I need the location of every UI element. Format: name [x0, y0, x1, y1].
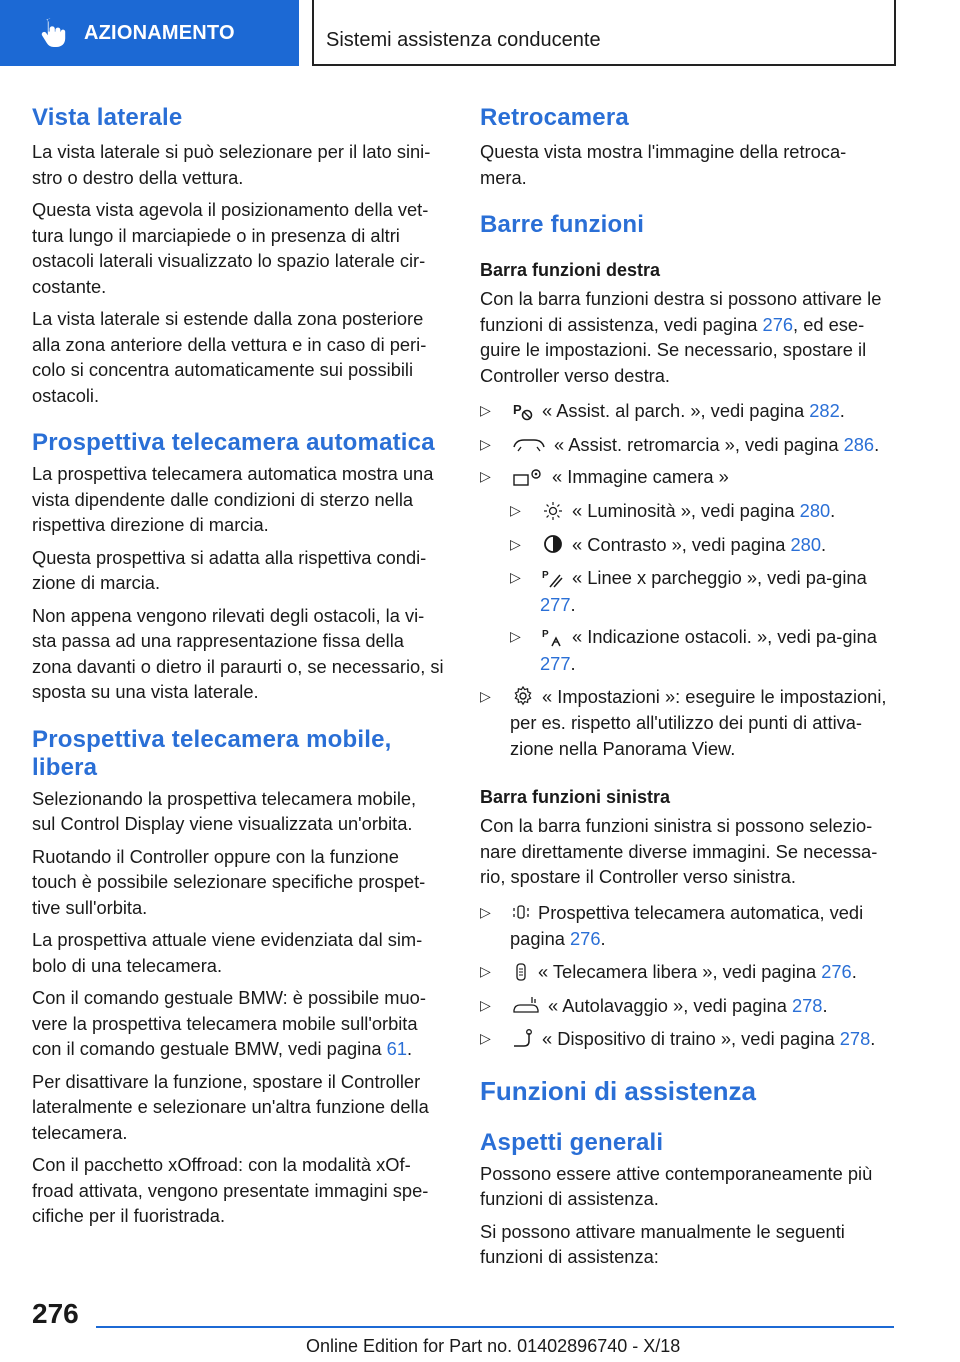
page-link[interactable]: 278	[839, 1028, 871, 1050]
page-link[interactable]: 61	[386, 1038, 407, 1059]
paragraph	[480, 286, 892, 388]
heading-barra-destra: Barra funzioni destra	[480, 260, 661, 280]
page-link[interactable]: 276	[569, 928, 601, 950]
item-text: « Indicazione ostacoli. », vedi pa-gina	[572, 626, 877, 648]
heading-aspetti-generali: Aspetti generali	[480, 1128, 664, 1156]
item-text: « Contrasto », vedi pagina	[572, 533, 791, 555]
left-column	[32, 100, 444, 1229]
item-text: « Linee x parcheggio », vedi pa-gina	[572, 567, 867, 589]
list-item	[480, 398, 892, 425]
list-item	[480, 993, 892, 1020]
chapter-tab[interactable]	[0, 0, 299, 66]
paragraph: La prospettiva telecamera automatica mostra una vista dipendente dalle condizioni di sterzo nella rispettiva direzione di marcia.	[32, 463, 434, 535]
contrast-icon	[542, 533, 564, 555]
list-item	[480, 684, 892, 762]
item-text: « Impostazioni »: eseguire le impostazioni, per es. rispetto all'utilizzo dei punti di attiva-zione nella Panorama View.	[510, 685, 887, 759]
tow-hitch-icon	[512, 1028, 534, 1050]
edition-text: Online Edition for Part no. 01402896740 - X/18	[306, 1336, 681, 1356]
item-end: .	[839, 400, 845, 421]
list-item	[480, 1026, 892, 1053]
bullet-arrow-icon: ▷	[480, 435, 491, 452]
svg-text:P: P	[542, 569, 549, 581]
page-link[interactable]: 280	[790, 533, 822, 555]
heading-barra-sinistra: Barra funzioni sinistra	[480, 787, 671, 808]
bullet-arrow-icon: ▷	[510, 569, 521, 586]
parking-lines-icon	[542, 567, 564, 589]
paragraph-text: .	[407, 1038, 413, 1059]
hand-pointer-icon	[36, 16, 70, 50]
item-end: .	[570, 593, 576, 615]
item-end: .	[822, 994, 828, 1016]
bullet-arrow-icon: ▷	[510, 535, 521, 552]
item-text: « Dispositivo di traino », vedi pagina	[542, 1028, 840, 1050]
bullet-arrow-icon: ▷	[480, 687, 491, 704]
paragraph: Per disattivare la funzione, spostare il Controller lateralmente e selezionare un'altra funzione della telecamera.	[32, 1070, 429, 1143]
bullet-arrow-icon: ▷	[510, 628, 521, 645]
svg-text:P: P	[513, 401, 522, 417]
paragraph: Questa prospettiva si adatta alla rispettiva condi-zione di marcia.	[32, 546, 427, 593]
item-end: .	[874, 433, 880, 455]
item-text: « Assist. retromarcia », vedi pagina	[554, 433, 844, 455]
list-item	[480, 532, 892, 559]
page-link[interactable]: 278	[791, 994, 823, 1016]
bullet-arrow-icon: ▷	[510, 501, 521, 518]
bullet-arrow-icon: ▷	[480, 903, 491, 920]
paragraph: Si possono attivare manualmente le seguenti funzioni di assistenza:	[480, 1220, 845, 1268]
list-item	[480, 959, 892, 986]
page-link[interactable]: 277	[540, 653, 571, 675]
item-text: « Luminosità », vedi pagina	[572, 499, 800, 521]
page-link[interactable]: 280	[799, 499, 831, 521]
paragraph: Selezionando la prospettiva telecamera mobile, sul Control Display viene visualizzata un'orbita.	[32, 787, 417, 834]
automatic-camera-icon	[512, 901, 530, 923]
paragraph: Questa vista mostra l'immagine della retroca-mera.	[480, 141, 847, 188]
list-item	[480, 565, 892, 617]
paragraph-text: Con il comando gestuale BMW: è possibile muo-vere la prospettiva telecamera mobile sull'orbita con il comando gestuale BMW, vedi pagina	[32, 987, 426, 1059]
heading-vista-laterale: Vista laterale	[32, 104, 183, 131]
car-wash-icon	[512, 994, 540, 1016]
gear-icon	[512, 685, 534, 707]
parking-assist-icon	[512, 400, 534, 422]
page-number: 276	[32, 1298, 79, 1329]
brightness-icon	[542, 500, 564, 522]
section-title: Sistemi assistenza conducente	[326, 29, 601, 51]
paragraph: Questa vista agevola il posizionamento della vet-tura lungo il marciapiede o in presenza di altri ostacoli laterali visualizzato lo spazio laterale cir-costante.	[32, 199, 429, 297]
list-item	[480, 624, 892, 676]
item-end: .	[570, 653, 576, 675]
page-header	[0, 0, 960, 66]
item-text: « Immagine camera »	[552, 466, 729, 488]
page-link[interactable]: 277	[540, 593, 571, 615]
chapter-label: AZIONAMENTO	[84, 21, 235, 44]
bullet-arrow-icon: ▷	[480, 468, 491, 485]
svg-text:P: P	[542, 629, 549, 641]
item-end: .	[821, 533, 827, 555]
bullet-arrow-icon: ▷	[480, 996, 491, 1013]
paragraph: La prospettiva attuale viene evidenziata dal sim-bolo di una telecamera.	[32, 929, 423, 976]
page-link[interactable]: 276	[762, 313, 794, 335]
bullet-arrow-icon: ▷	[480, 1030, 491, 1047]
item-end: .	[851, 960, 857, 982]
paragraph-text: , ed ese-guire le impostazioni. Se necessario, spostare il Controller verso destra.	[480, 313, 867, 386]
bullet-arrow-icon: ▷	[480, 962, 491, 979]
heading-funzioni-assistenza: Funzioni di assistenza	[480, 1075, 756, 1106]
item-text: « Assist. al parch. », vedi pagina	[542, 400, 810, 421]
item-text: « Telecamera libera », vedi pagina	[538, 960, 822, 982]
heading-barre-funzioni: Barre funzioni	[480, 211, 645, 238]
list-item	[480, 464, 892, 491]
paragraph: Non appena vengono rilevati degli ostacoli, la vi-sta passa ad una rappresentazione fissa della zona davanti o dietro il paraurti o, se necessario, si sposta su una vista laterale.	[32, 604, 444, 702]
item-text: Prospettiva telecamera automatica, vedi pagina	[510, 901, 864, 950]
paragraph: Con il pacchetto xOffroad: con la modalità xOf-froad attivata, vengono presentate immagini spe-cifiche per il fuoristrada.	[32, 1154, 429, 1226]
heading-prospettiva-automatica: Prospettiva telecamera automatica	[32, 429, 435, 456]
item-end: .	[870, 1028, 876, 1050]
free-camera-icon	[512, 961, 530, 983]
list-item	[480, 498, 892, 525]
paragraph: La vista laterale si estende dalla zona posteriore alla zona anteriore della vettura e in caso di peri-colo si concentra automaticamente sui possibili ostacoli.	[32, 308, 427, 406]
paragraph: Con la barra funzioni sinistra si possono selezio-nare direttamente diverse immagini. Se necessa-rio, spostare il Controller verso sinistra.	[480, 815, 878, 888]
paragraph: Ruotando il Controller oppure con la funzione touch è possibile selezionare specifiche prospet-tive sull'orbita.	[32, 845, 426, 918]
paragraph-text: Con la barra funzioni destra si possono attivare le funzioni di assistenza, vedi pagina	[480, 288, 882, 335]
page-link[interactable]: 282	[809, 400, 840, 421]
heading-prospettiva-mobile: Prospettiva telecamera mobile, libera	[32, 725, 392, 781]
camera-settings-icon	[512, 466, 544, 488]
list-item	[480, 432, 892, 458]
paragraph: La vista laterale si può selezionare per il lato sini-stro o destro della vettura.	[32, 141, 431, 188]
right-column	[480, 100, 892, 1270]
section-header-frame	[312, 0, 896, 66]
paragraph	[32, 985, 444, 1062]
paragraph: Possono essere attive contemporaneamente più funzioni di assistenza.	[480, 1162, 873, 1210]
reverse-assist-icon	[512, 435, 546, 453]
bullet-arrow-icon: ▷	[480, 402, 491, 418]
item-end: .	[830, 499, 836, 521]
item-end: .	[600, 928, 606, 950]
item-text: « Autolavaggio », vedi pagina	[548, 994, 792, 1016]
obstacle-indicator-icon	[542, 626, 564, 648]
page-link[interactable]: 276	[821, 960, 852, 982]
footer-divider	[96, 1326, 894, 1328]
heading-retrocamera: Retrocamera	[480, 104, 629, 131]
list-item	[480, 900, 892, 952]
page-link[interactable]: 286	[843, 433, 875, 455]
